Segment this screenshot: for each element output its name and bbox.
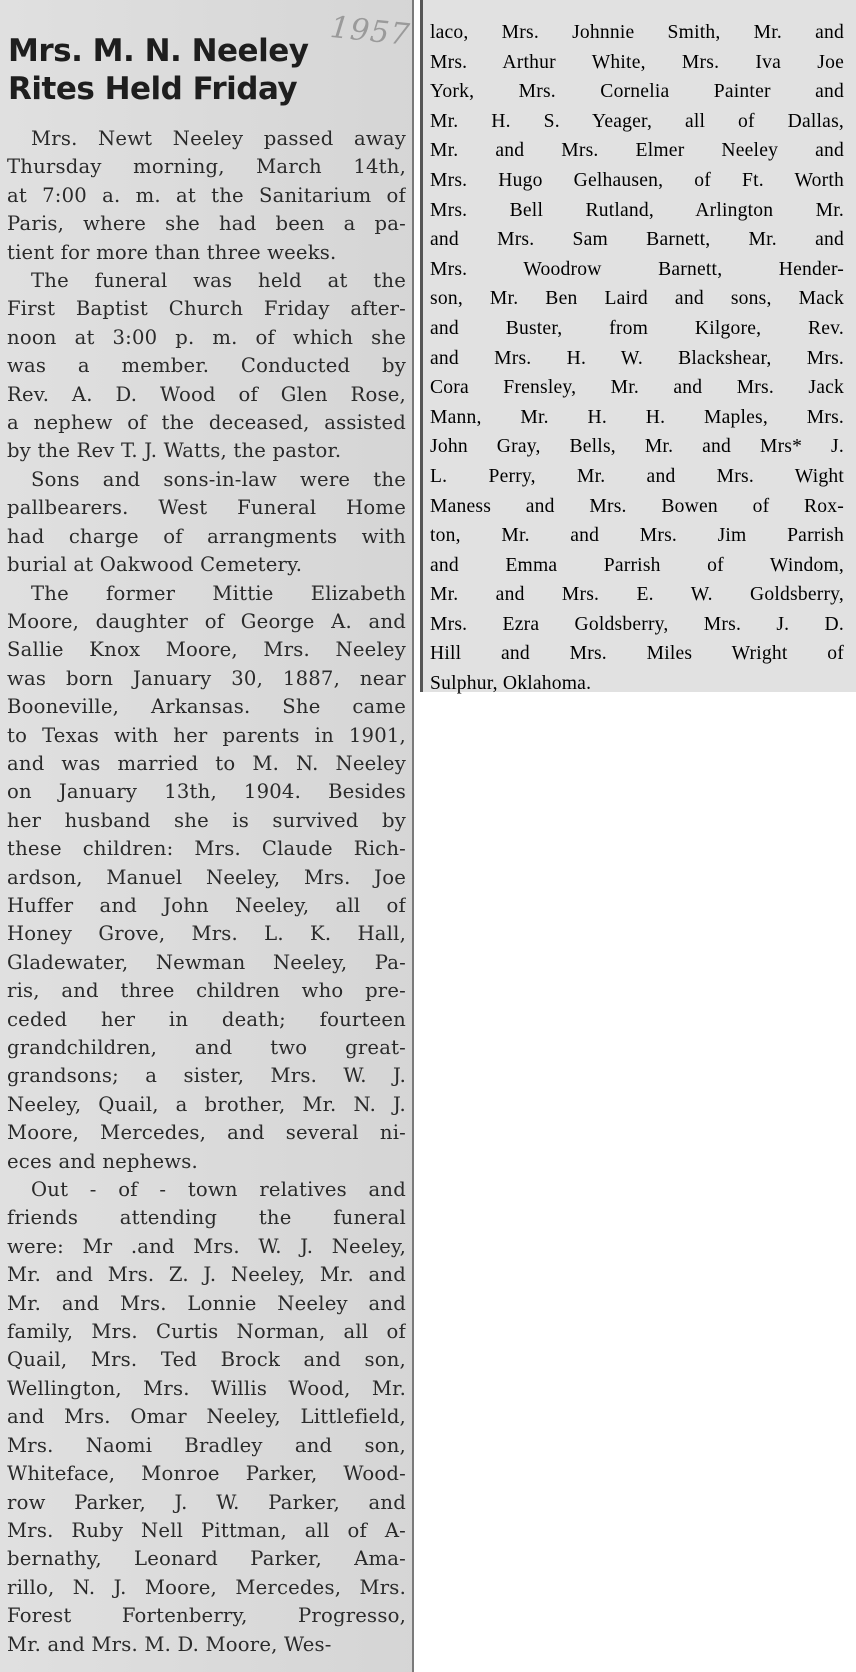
text-line: Out - of - town relatives and [31, 1178, 406, 1202]
text-line: was born January 30, 1887, near [7, 666, 406, 690]
text-line: Quail, Mrs. Ted Brock and son, [7, 1348, 406, 1372]
text-line: Mrs. Bell Rutland, Arlington Mr. [430, 199, 844, 221]
text-line: son, Mr. Ben Laird and sons, Mack [430, 288, 844, 310]
text-line: Sons and sons-in-law were the [31, 467, 406, 491]
headline-line: Rites Held Friday [8, 71, 298, 107]
text-line: Forest Fortenberry, Progresso, [7, 1604, 406, 1628]
text-line: Sulphur, Oklahoma. [430, 673, 592, 695]
text-line: York, Mrs. Cornelia Painter and [430, 81, 844, 103]
text-line: Cora Frensley, Mr. and Mrs. Jack [430, 377, 844, 399]
paragraph [7, 125, 406, 267]
text-line: Mr. and Mrs. M. D. Moore, Wes- [7, 1632, 332, 1656]
text-line: Wellington, Mrs. Willis Wood, Mr. [7, 1376, 406, 1400]
text-line: Mrs. Ezra Goldsberry, Mrs. J. D. [430, 613, 844, 635]
paragraph [7, 580, 406, 1177]
text-line: Gladewater, Newman Neeley, Pa- [7, 950, 406, 974]
text-line: ceded her in death; fourteen [7, 1007, 406, 1031]
headline-line: Mrs. M. N. Neeley [8, 33, 309, 69]
text-line: were: Mr .and Mrs. W. J. Neeley, [7, 1234, 406, 1258]
left-clipping [0, 0, 414, 1672]
text-line: Whiteface, Monroe Parker, Wood- [7, 1462, 406, 1486]
text-line: pallbearers. West Funeral Home [7, 496, 406, 520]
text-line: grandsons; a sister, Mrs. W. J. [7, 1064, 406, 1088]
text-line: Booneville, Arkansas. She came [7, 695, 406, 719]
paragraph [7, 1176, 406, 1659]
text-line: ardson, Manuel Neeley, Mrs. Joe [7, 865, 406, 889]
text-line: Mann, Mr. H. H. Maples, Mrs. [430, 406, 844, 428]
text-line: her husband she is survived by [7, 808, 406, 832]
text-line: Hill and Mrs. Miles Wright of [430, 643, 844, 665]
text-line: Mrs. Arthur White, Mrs. Iva Joe [430, 51, 844, 73]
text-line: Moore, daughter of George A. and [7, 609, 406, 633]
text-line: was a member. Conducted by [7, 354, 406, 378]
paragraph [430, 18, 844, 699]
text-line: ton, Mr. and Mrs. Jim Parrish [430, 525, 844, 547]
text-line: had charge of arrangments with [7, 524, 406, 548]
text-line: Mr. and Mrs. Lonnie Neeley and [7, 1291, 406, 1315]
text-line: The funeral was held at the [31, 269, 406, 293]
text-line: ris, and three children who pre- [7, 979, 406, 1003]
text-line: a nephew of the deceased, assisted [7, 411, 406, 435]
text-line: family, Mrs. Curtis Norman, all of [7, 1320, 406, 1344]
paragraph [7, 267, 406, 466]
paragraph [7, 466, 406, 580]
text-line: by the Rev T. J. Watts, the pastor. [7, 439, 342, 463]
text-line: Sallie Knox Moore, Mrs. Neeley [7, 638, 406, 662]
text-line: and was married to M. N. Neeley [7, 751, 406, 775]
left-column-text [7, 125, 406, 1659]
text-line: Huffer and John Neeley, all of [7, 893, 406, 917]
text-line: John Gray, Bells, Mr. and Mrs* J. [430, 436, 844, 458]
text-line: Neeley, Quail, a brother, Mr. N. J. [7, 1092, 406, 1116]
text-line: row Parker, J. W. Parker, and [7, 1490, 406, 1514]
text-line: Thursday morning, March 14th, [7, 155, 406, 179]
text-line: Mr. and Mrs. Z. J. Neeley, Mr. and [7, 1263, 406, 1287]
text-line: First Baptist Church Friday after- [7, 297, 406, 321]
text-line: grandchildren, and two great- [7, 1036, 406, 1059]
right-column-text [430, 18, 844, 699]
text-line: and Emma Parrish of Windom, [430, 554, 844, 576]
text-line: these children: Mrs. Claude Rich- [7, 837, 406, 861]
text-line: on January 13th, 1904. Besides [7, 780, 406, 804]
text-line: Honey Grove, Mrs. L. K. Hall, [7, 922, 406, 946]
text-line: Mrs. Ruby Nell Pittman, all of A- [7, 1518, 406, 1542]
text-line: laco, Mrs. Johnnie Smith, Mr. and [430, 22, 844, 43]
handwritten-year-note: 1957 [328, 9, 412, 54]
text-line: Mrs. Woodrow Barnett, Hender- [430, 258, 844, 280]
text-line: and Buster, from Kilgore, Rev. [430, 317, 844, 339]
text-line: Mr. and Mrs. Elmer Neeley and [430, 140, 844, 162]
text-line: and Mrs. H. W. Blackshear, Mrs. [430, 347, 844, 369]
text-line: L. Perry, Mr. and Mrs. Wight [430, 465, 844, 487]
text-line: to Texas with her parents in 1901, [7, 723, 406, 747]
text-line: noon at 3:00 p. m. of which she [7, 325, 406, 349]
text-line: tient for more than three weeks. [7, 240, 337, 264]
text-line: eces and nephews. [7, 1149, 198, 1173]
text-line: Mrs. Newt Neeley passed away [31, 127, 406, 150]
text-line: Mr. and Mrs. E. W. Goldsberry, [430, 584, 844, 606]
text-line: Mrs. Naomi Bradley and son, [7, 1433, 406, 1457]
headline [8, 32, 338, 108]
text-line: Maness and Mrs. Bowen of Rox- [430, 495, 844, 517]
text-line: burial at Oakwood Cemetery. [7, 553, 303, 577]
text-line: Mrs. Hugo Gelhausen, of Ft. Worth [430, 169, 844, 191]
text-line: The former Mittie Elizabeth [31, 581, 406, 605]
text-line: Paris, where she had been a pa- [7, 212, 406, 236]
text-line: rillo, N. J. Moore, Mercedes, Mrs. [7, 1575, 406, 1599]
text-line: Mr. H. S. Yeager, all of Dallas, [430, 110, 844, 132]
text-line: Moore, Mercedes, and several ni- [7, 1121, 406, 1145]
text-line: friends attending the funeral [7, 1206, 406, 1230]
text-line: and Mrs. Omar Neeley, Littlefield, [7, 1405, 406, 1429]
text-line: and Mrs. Sam Barnett, Mr. and [430, 229, 844, 251]
text-line: Rev. A. D. Wood of Glen Rose, [7, 382, 406, 406]
text-line: at 7:00 a. m. at the Sanitarium of [7, 183, 406, 207]
text-line: bernathy, Leonard Parker, Ama- [7, 1547, 406, 1571]
